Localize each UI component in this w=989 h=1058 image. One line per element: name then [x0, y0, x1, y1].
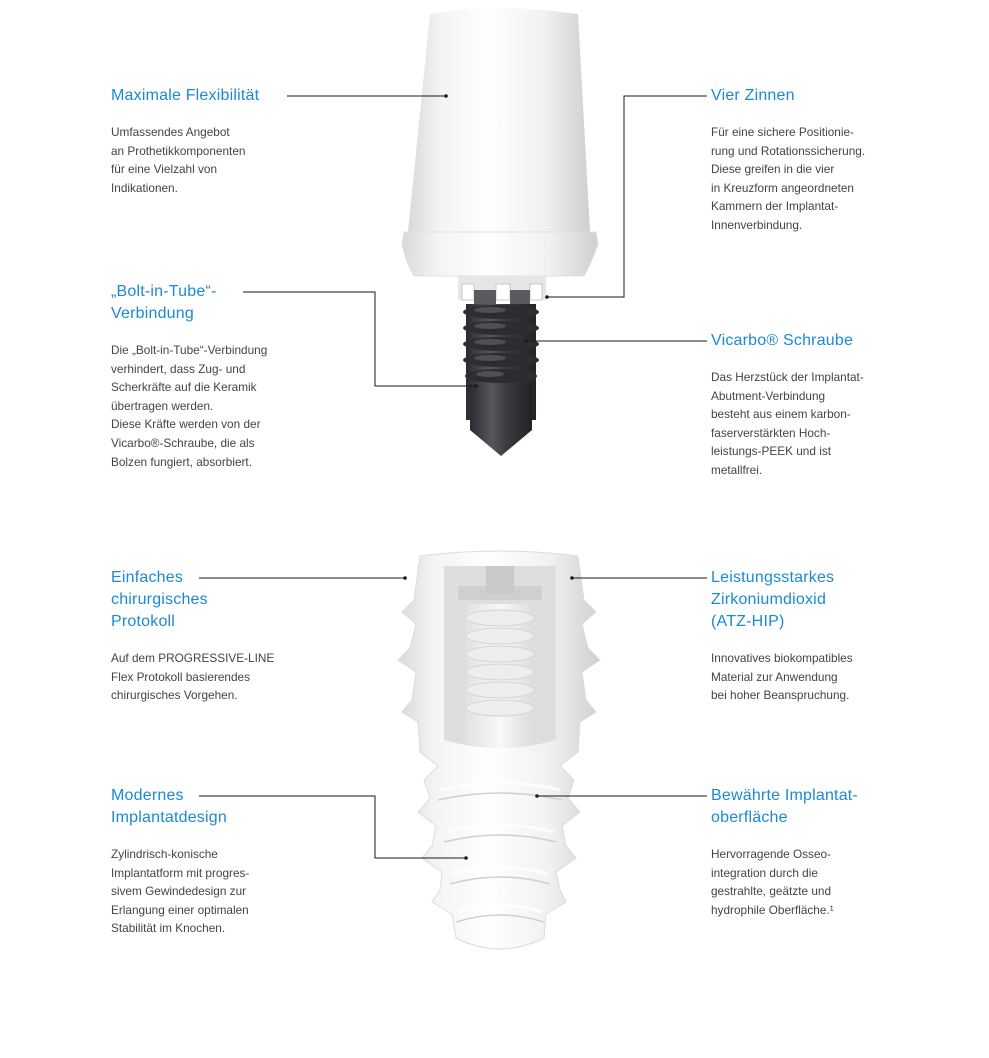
feature-title: Leistungsstarkes Zirkoniumdioxid (ATZ-HIP): [711, 569, 835, 630]
feature-title: Modernes Implantatdesign: [111, 787, 227, 826]
feature-zirconia: [711, 567, 941, 705]
feature-text: Das Herzstück der Implantat- Abutment-Verbindung besteht aus einem karbon- faserverstärkten Hoch- leistungs-PEEK und ist metallfrei.: [711, 370, 864, 477]
feature-text: Umfassendes Angebot an Prothetikkomponenten für eine Vielzahl von Indikationen.: [111, 125, 246, 195]
abutment-graphic: [402, 8, 598, 456]
feature-flexibility: [111, 85, 311, 197]
feature-title: Vier Zinnen: [711, 87, 795, 104]
feature-vicarbo: [711, 330, 941, 480]
feature-text: Auf dem PROGRESSIVE-LINE Flex Protokoll basierendes chirurgisches Vorgehen.: [111, 651, 275, 703]
feature-title: Vicarbo® Schraube: [711, 332, 854, 349]
feature-bolt-in-tube: [111, 281, 331, 471]
feature-text: Die „Bolt-in-Tube“-Verbindung verhindert, dass Zug- und Scherkräfte auf die Keramik übertragen werden. Diese Kräfte werden von der Vicarbo®-Schraube, die als Bolzen fungiert, absorbiert.: [111, 343, 268, 469]
feature-text: Innovatives biokompatibles Material zur Anwendung bei hoher Beanspruchung.: [711, 651, 853, 703]
feature-surface: [711, 785, 941, 919]
feature-title: „Bolt-in-Tube“- Verbindung: [111, 283, 217, 322]
feature-protocol: [111, 567, 331, 705]
feature-vier-zinnen: [711, 85, 941, 235]
feature-text: Für eine sichere Positionie- rung und Rotationssicherung. Diese greifen in die vier in Kreuzform angeordneten Kammern der Implantat- Innenverbindung.: [711, 125, 866, 232]
feature-title: Bewährte Implantat- oberfläche: [711, 787, 858, 826]
feature-design: [111, 785, 331, 938]
feature-title: Maximale Flexibilität: [111, 87, 260, 104]
feature-title: Einfaches chirurgisches Protokoll: [111, 569, 208, 630]
feature-text: Hervorragende Osseo- integration durch die gestrahlte, geätzte und hydrophile Oberfläche.¹: [711, 847, 834, 917]
implant-graphic: [398, 551, 600, 949]
feature-text: Zylindrisch-konische Implantatform mit progres- sivem Gewindedesign zur Erlangung einer optimalen Stabilität im Knochen.: [111, 847, 250, 936]
